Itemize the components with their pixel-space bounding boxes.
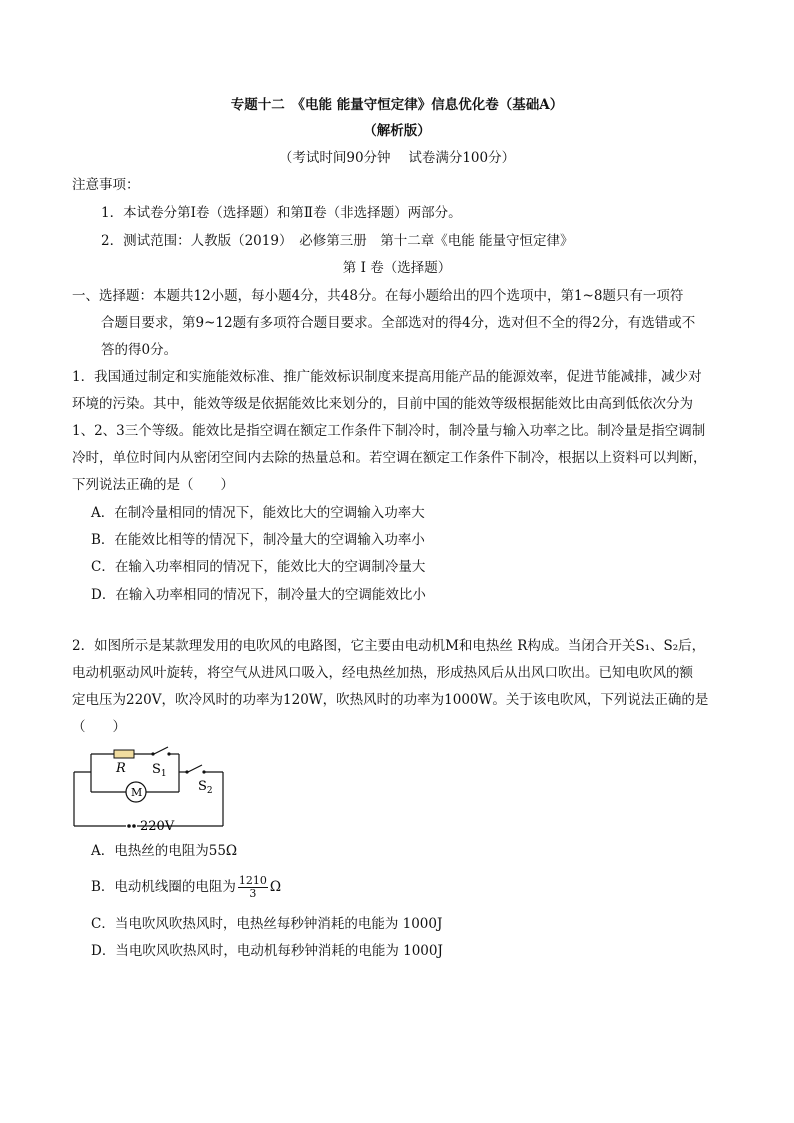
switch-2-label: $S_2$ [198, 779, 213, 796]
q2-option-a: A．电热丝的电阻为55Ω [91, 843, 238, 859]
resistor-label: R [116, 761, 126, 776]
q2-option-b-text: B．电动机线圈的电阻为 [91, 879, 236, 895]
fraction-numerator: 1210 [238, 874, 267, 887]
q1-line-3: 1、2、3三个等级。能效比是指空调在额定工作条件下制冷时，制冷量与输入功率之比。制冷量是指空调制 [72, 423, 706, 439]
doc-subtitle: （解析版） [363, 123, 431, 139]
q1-line-2: 环境的污染。其中，能效等级是依据能效比来划分的，目前中国的能效等级根据能效比由高到低依次分为 [72, 396, 693, 412]
q1-option-d: D．在输入功率相同的情况下，制冷量大的空调能效比小 [91, 587, 426, 603]
q1-option-a: A．在制冷量相同的情况下，能效比大的空调输入功率大 [91, 505, 425, 521]
circuit-diagram [66, 742, 236, 834]
section-title: 第 Ⅰ 卷（选择题） [342, 260, 452, 276]
q2-line-1: 2．如图所示是某款理发用的电吹风的电路图，它主要由电动机M和电热丝 R构成。当闭合开关S₁、S₂后， [72, 638, 706, 654]
notes-item-2: 2．测试范围：人教版（2019） 必修第三册 第十二章《电能 能量守恒定律》 [101, 233, 574, 249]
section-intro-line-2: 合题目要求，第9~12题有多项符合题目要求。全部选对的得4分，选对但不全的得2分，有选错或不 [101, 315, 696, 331]
ohm-unit: Ω [269, 879, 282, 895]
voltage-label: 220V [140, 819, 175, 834]
q2-line-4: （ ） [72, 719, 126, 735]
q1-line-1: 1．我国通过制定和实施能效标准、推广能效标识制度来提高用能产品的能源效率，促进节能减排，减少对 [72, 369, 702, 385]
q1-line-5: 下列说法正确的是（ ） [72, 477, 234, 493]
doc-title: 专题十二 《电能 能量守恒定律》信息优化卷（基础A） [230, 97, 564, 113]
exam-info: （考试时间90分钟 试卷满分100分） [278, 150, 516, 166]
q2-option-c: C．当电吹风吹热风时，电热丝每秒钟消耗的电能为 1000J [91, 916, 443, 932]
q2-line-2: 电动机驱动风叶旋转，将空气从进风口吸入，经电热丝加热，形成热风后从出风口吹出。已知电吹风的额 [72, 665, 693, 681]
motor-label: M [131, 786, 143, 799]
fraction-denominator: 3 [249, 887, 257, 900]
q2-option-b [91, 870, 281, 904]
notes-heading: 注意事项： [72, 177, 140, 193]
q1-option-b: B．在能效比相等的情况下，制冷量大的空调输入功率小 [91, 532, 425, 548]
section-intro-line-1: 一、选择题：本题共12小题，每小题4分，共48分。在每小题给出的四个选项中，第1~8题只有一项符 [72, 288, 684, 304]
q1-option-c: C．在输入功率相同的情况下，能效比大的空调制冷量大 [91, 559, 426, 575]
fraction [238, 875, 268, 900]
q1-line-4: 冷时，单位时间内从密闭空间内去除的热量总和。若空调在额定工作条件下制冷，根据以上资料可以判断， [72, 450, 707, 466]
notes-item-1: 1．本试卷分第Ⅰ卷（选择题）和第Ⅱ卷（非选择题）两部分。 [101, 205, 462, 221]
resistor-symbol [114, 750, 134, 758]
q2-option-d: D．当电吹风吹热风时，电动机每秒钟消耗的电能为 1000J [91, 943, 443, 959]
q2-line-3: 定电压为220V，吹冷风时的功率为120W，吹热风时的功率为1000W。关于该电吹风，下列说法正确的是 [72, 692, 709, 708]
section-intro-line-3: 答的得0分。 [101, 342, 178, 358]
switch-1-label: $S_1$ [152, 762, 167, 779]
